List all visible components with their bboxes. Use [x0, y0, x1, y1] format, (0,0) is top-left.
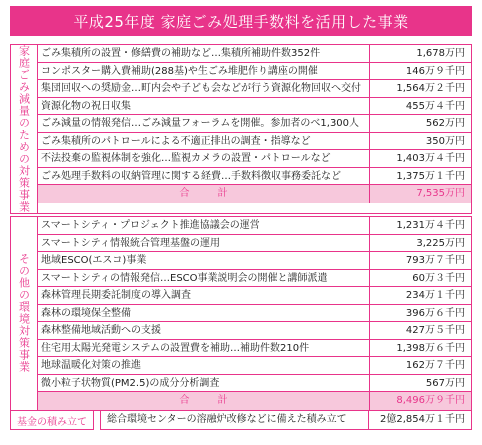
fund-box [100, 410, 472, 430]
table-row [38, 45, 471, 63]
row-description: 森林の環境保全整備 [38, 305, 370, 322]
row-amount: 562万円 [425, 118, 465, 129]
row-description: 住宅用太陽光発電システムの設置費を補助…補助件数210件 [38, 340, 370, 357]
table-row [38, 150, 471, 168]
table-row [38, 270, 471, 288]
row-description: スマートシティ情報統合管理基盤の運用 [38, 235, 370, 252]
row-description: 地球温暖化対策の推進 [38, 357, 370, 374]
row-description: 資源化物の祝日収集 [38, 98, 370, 115]
row-description: スマートシティ・プロジェクト推進協議会の運営 [38, 217, 370, 234]
table-row [38, 98, 471, 116]
table-row [38, 322, 471, 340]
table-row [38, 252, 471, 270]
row-amount: 1,398万６千円 [396, 342, 465, 354]
row-description: ごみ減量の情報発信…ごみ減量フォーラムを開催。参加者のべ1,300人 [38, 115, 370, 132]
table-row [38, 168, 471, 186]
row-amount: 1,678万円 [416, 48, 465, 59]
waste-reduction-section [10, 44, 472, 214]
total-amount: 7,535万円 [416, 188, 465, 199]
row-amount: 350万円 [425, 135, 465, 147]
section-side-label: その他の環境対策事業 [10, 217, 38, 410]
fund-amount: 2億2,854万１千円 [380, 414, 465, 425]
fund-label: 基金の積み立て [10, 410, 94, 430]
total-amount: 8,496万９千円 [396, 395, 465, 406]
table-row [38, 80, 471, 98]
row-amount: 427万５千円 [405, 325, 465, 336]
row-amount: 60万３千円 [412, 272, 465, 284]
row-amount: 3,225万円 [416, 237, 465, 249]
row-amount: 146万９千円 [405, 65, 465, 77]
table-row [38, 357, 471, 375]
table-row [38, 375, 471, 393]
row-description: 集団回収への奨励金…町内会や子ども会などが行う資源化物回収へ交付 [38, 80, 370, 97]
table-row [38, 133, 471, 151]
row-amount: 455万４千円 [405, 100, 465, 112]
row-amount: 1,375万１千円 [396, 170, 465, 182]
row-description: 森林整備地域活動への支援 [38, 322, 370, 339]
row-description: ごみ集積所のパトロールによる不適正排出の調査・指導など [38, 133, 370, 150]
row-amount: 793万７千円 [405, 255, 465, 266]
total-label: 合計 [38, 392, 370, 410]
fund-description: 総合環境センターの溶融炉改修などに備えた積み立て [101, 411, 369, 429]
row-description: ごみ集積所の設置・修繕費の補助など…集積所補助件数352件 [38, 45, 370, 62]
row-amount: 1,231万４千円 [396, 220, 465, 231]
row-description: 不法投棄の監視体制を強化…監視カメラの設置・パトロールなど [38, 150, 370, 167]
fund-row [10, 410, 472, 430]
row-amount: 1,564万２千円 [396, 83, 465, 94]
total-row [38, 185, 471, 203]
row-amount: 162万７千円 [405, 360, 465, 371]
row-amount: 567万円 [425, 377, 465, 389]
page-title: 平成25年度 家庭ごみ処理手数料を活用した事業 [10, 6, 472, 36]
row-description: コンポスター購入費補助(288基)や生ごみ堆肥作り講座の開催 [38, 63, 370, 80]
table-row [38, 217, 471, 235]
table-row [38, 63, 471, 81]
row-amount: 234万１千円 [405, 290, 465, 301]
total-label: 合計 [38, 185, 370, 203]
row-description: 微小粒子状物質(PM2.5)の成分分析調査 [38, 375, 370, 392]
row-description: 地域ESCO(エスコ)事業 [38, 252, 370, 269]
row-amount: 396万６千円 [405, 307, 465, 319]
table-row [38, 115, 471, 133]
table-row [38, 287, 471, 305]
other-environment-section [10, 216, 472, 411]
section-rows [38, 217, 471, 410]
table-row [38, 235, 471, 253]
row-description: 森林管理長期委託制度の導入調査 [38, 287, 370, 304]
table-row [38, 305, 471, 323]
row-amount: 1,403万４千円 [396, 153, 465, 164]
section-side-label: 家庭ごみ減量のための対策事業 [10, 45, 38, 213]
total-row [38, 392, 471, 410]
row-description: ごみ処理手数料の収納管理に関する経費…手数料徴収事務委託など [38, 168, 370, 185]
table-row [38, 340, 471, 358]
section-rows [38, 45, 471, 213]
row-description: スマートシティの情報発信…ESCO事業説明会の開催と講師派遣 [38, 270, 370, 287]
